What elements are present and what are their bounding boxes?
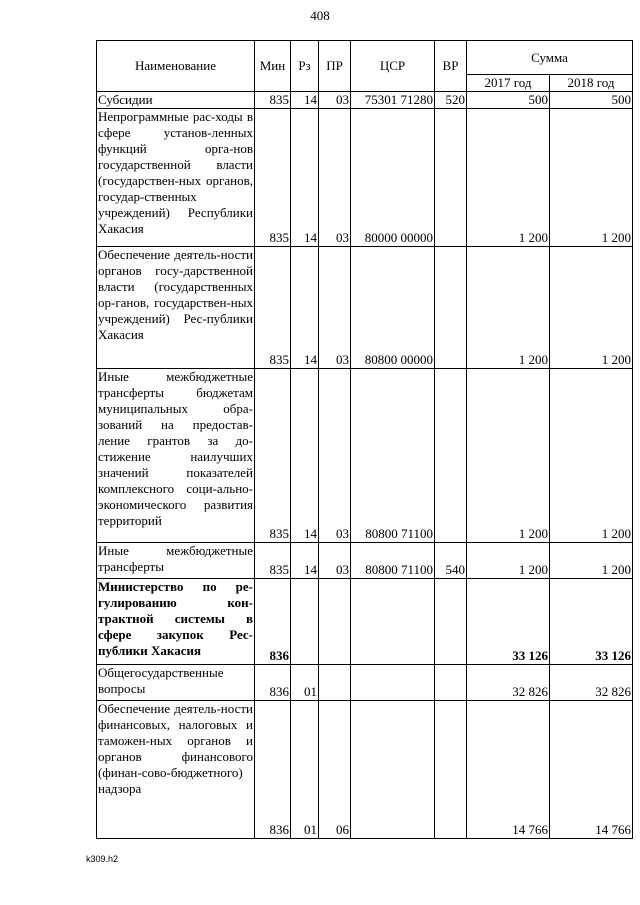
table-row (97, 369, 633, 543)
page-number: 408 (310, 8, 330, 23)
cell-pr: 03 (319, 543, 351, 579)
cell-y2018: 1 200 (550, 543, 633, 579)
cell-y2017: 1 200 (467, 109, 550, 247)
header-2018: 2018 год (550, 75, 633, 92)
cell-y2018: 33 126 (550, 579, 633, 665)
cell-y2018: 1 200 (550, 369, 633, 543)
cell-name: Обеспечение деятель-ности органов госу-дарственной власти (государственных ор-ганов, государствен-ных учреждений) Рес-публики Хакасия (97, 247, 255, 369)
cell-rz: 14 (291, 92, 319, 109)
cell-csr: 80800 00000 (351, 247, 435, 369)
header-sum: Сумма (467, 41, 633, 75)
table-row (97, 543, 633, 579)
cell-vr: 520 (435, 92, 467, 109)
cell-csr: 80000 00000 (351, 109, 435, 247)
cell-csr: 80800 71100 (351, 369, 435, 543)
cell-min: 836 (255, 579, 291, 665)
cell-pr: 03 (319, 92, 351, 109)
cell-y2018: 500 (550, 92, 633, 109)
header-min: Мин (255, 41, 291, 92)
header-vr: ВР (435, 41, 467, 92)
cell-vr (435, 109, 467, 247)
cell-y2017: 33 126 (467, 579, 550, 665)
cell-csr: 75301 71280 (351, 92, 435, 109)
cell-pr: 03 (319, 109, 351, 247)
cell-min: 835 (255, 247, 291, 369)
cell-vr: 540 (435, 543, 467, 579)
cell-vr (435, 247, 467, 369)
cell-name: Непрограммные рас-ходы в сфере установ-ленных функций орга-нов государственной власти (государствен-ных органов, государ-ственных учреждений) Республики Хакасия (97, 109, 255, 247)
cell-y2017: 500 (467, 92, 550, 109)
header-csr: ЦСР (351, 41, 435, 92)
header-2017: 2017 год (467, 75, 550, 92)
header-pr: ПР (319, 41, 351, 92)
cell-y2018: 1 200 (550, 109, 633, 247)
cell-pr (319, 665, 351, 701)
cell-name: Министерство по ре-гулированию кон-трактной системы в сфере закупок Рес-публики Хакасия (97, 579, 255, 665)
cell-rz: 14 (291, 543, 319, 579)
cell-y2018: 1 200 (550, 247, 633, 369)
table-row (97, 92, 633, 109)
cell-csr: 80800 71100 (351, 543, 435, 579)
cell-y2017: 32 826 (467, 665, 550, 701)
cell-min: 835 (255, 369, 291, 543)
cell-vr (435, 579, 467, 665)
cell-name: Иные межбюджетные трансферты бюджетам муниципальных обра-зований на предостав-ление грантов за до-стижение наилучших значений показателей комплексного соци-ально-экономического развития территорий (97, 369, 255, 543)
cell-y2018: 32 826 (550, 665, 633, 701)
cell-min: 835 (255, 109, 291, 247)
cell-min: 835 (255, 543, 291, 579)
cell-name: Обеспечение деятель-ности финансовых, налоговых и таможен-ных органов и органов финансового (финан-сово-бюджетного) надзора (97, 701, 255, 839)
cell-csr (351, 665, 435, 701)
table-row (97, 701, 633, 839)
cell-pr: 03 (319, 369, 351, 543)
cell-name: Иные межбюджетные трансферты (97, 543, 255, 579)
cell-name: Субсидии (97, 92, 255, 109)
cell-csr (351, 579, 435, 665)
table-row (97, 665, 633, 701)
table-row (97, 579, 633, 665)
cell-csr (351, 701, 435, 839)
cell-rz: 01 (291, 665, 319, 701)
cell-rz: 14 (291, 369, 319, 543)
footer-code: k309.h2 (86, 854, 119, 864)
cell-vr (435, 369, 467, 543)
cell-rz: 14 (291, 109, 319, 247)
cell-vr (435, 665, 467, 701)
cell-y2017: 14 766 (467, 701, 550, 839)
header-name: Наименование (97, 41, 255, 92)
cell-y2017: 1 200 (467, 369, 550, 543)
cell-y2017: 1 200 (467, 543, 550, 579)
table-row (97, 109, 633, 247)
cell-pr: 03 (319, 247, 351, 369)
header-rz: Рз (291, 41, 319, 92)
cell-rz: 01 (291, 701, 319, 839)
table-body (97, 92, 633, 839)
cell-min: 836 (255, 665, 291, 701)
cell-min: 835 (255, 92, 291, 109)
cell-vr (435, 701, 467, 839)
cell-min: 836 (255, 701, 291, 839)
budget-table (96, 40, 633, 839)
cell-pr (319, 579, 351, 665)
cell-rz: 14 (291, 247, 319, 369)
cell-y2018: 14 766 (550, 701, 633, 839)
cell-rz (291, 579, 319, 665)
table-row (97, 247, 633, 369)
cell-pr: 06 (319, 701, 351, 839)
cell-name: Общегосударственные вопросы (97, 665, 255, 701)
cell-y2017: 1 200 (467, 247, 550, 369)
